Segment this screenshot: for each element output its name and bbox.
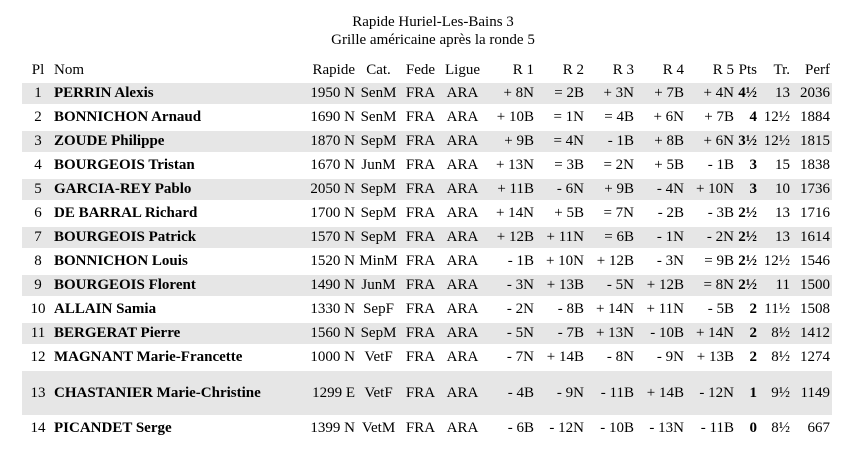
cell-fede: FRA [405, 109, 436, 125]
cell-ligue: ARA [446, 349, 479, 365]
cell-ligue: ARA [446, 157, 479, 173]
cell-r3: + 9B [584, 179, 634, 200]
cell-fede: FRA [405, 420, 436, 436]
standings-body [22, 83, 832, 439]
cell-perf: 1736 [790, 179, 832, 200]
cell-r2: - 12N [549, 420, 584, 436]
cell-r5: - 5B [707, 301, 734, 317]
cell-pts: 2 [734, 323, 757, 344]
header-nom: Nom [54, 61, 84, 78]
cell-r5: + 4N [684, 83, 734, 104]
cell-pl: 11 [22, 323, 54, 344]
cell-r3: = 4B [604, 109, 634, 125]
cell-fede: FRA [400, 275, 441, 296]
cell-r4: - 9N [656, 349, 684, 365]
header-cat: Cat. [366, 61, 391, 78]
cell-nom: DE BARRAL Richard [54, 205, 198, 221]
header-fede: Fede [405, 61, 436, 78]
cell-perf: 1508 [800, 301, 830, 317]
cell-fede: FRA [405, 349, 436, 365]
cell-tr: 9½ [757, 371, 790, 415]
cell-perf: 1614 [790, 227, 832, 248]
cell-tr: 12½ [757, 131, 790, 152]
cell-r1: - 7N [506, 349, 534, 365]
cell-rapide: 1700 N [310, 205, 355, 221]
header-pl: Pl [31, 61, 45, 78]
cell-r2: - 6N [534, 179, 584, 200]
cell-r5: = 9B [704, 253, 734, 269]
cell-r2: + 13B [534, 275, 584, 296]
cell-r3: - 11B [584, 371, 634, 415]
cell-r1: + 14N [495, 205, 534, 221]
cell-r3: = 7N [603, 205, 634, 221]
cell-ligue: ARA [441, 323, 484, 344]
cell-pts: 3 [749, 157, 757, 173]
cell-fede: FRA [405, 253, 436, 269]
cell-pl: 10 [30, 301, 46, 317]
table-row [22, 323, 832, 344]
cell-fede: FRA [400, 323, 441, 344]
header-r2: R 2 [562, 61, 584, 78]
cell-ligue: ARA [446, 253, 479, 269]
cell-rapide: 1330 N [310, 301, 355, 317]
cell-r1: - 1B [507, 253, 534, 269]
cell-cat: VetF [357, 371, 400, 415]
cell-r5: + 13B [696, 349, 734, 365]
cell-perf: 1412 [790, 323, 832, 344]
cell-r3: = 2N [603, 157, 634, 173]
cell-nom: BOURGEOIS Tristan [54, 157, 195, 173]
cell-r3: - 8N [606, 349, 634, 365]
tournament-title: Rapide Huriel-Les-Bains 3 [352, 14, 514, 30]
cell-r4: + 7B [634, 83, 684, 104]
table-row [22, 347, 832, 368]
cell-cat: SenM [357, 83, 400, 104]
cell-r4: + 5B [654, 157, 684, 173]
cell-pts: 0 [749, 420, 757, 436]
cell-rapide: 1520 N [310, 253, 355, 269]
cell-ligue: ARA [441, 227, 484, 248]
cell-ligue: ARA [446, 420, 479, 436]
cell-r5: + 10N [684, 179, 734, 200]
cell-cat: MinM [359, 253, 398, 269]
cell-r1: - 2N [506, 301, 534, 317]
cell-r4: + 12B [634, 275, 684, 296]
table-row [22, 203, 832, 224]
header-rapide: Rapide [312, 61, 355, 78]
cell-pts: 2½ [738, 253, 757, 269]
cell-r1: - 3N [484, 275, 534, 296]
cell-perf: 1274 [800, 349, 830, 365]
cell-r4: + 8B [634, 131, 684, 152]
cell-r5: - 1B [707, 157, 734, 173]
cell-pl: 6 [34, 205, 42, 221]
cell-ligue: ARA [446, 301, 479, 317]
cell-r4: + 14B [634, 371, 684, 415]
cell-cat: VetF [364, 349, 393, 365]
cell-pts: 3 [734, 179, 757, 200]
cell-cat: SepM [357, 179, 400, 200]
cell-pl: 7 [22, 227, 54, 248]
cell-fede: FRA [400, 179, 441, 200]
cell-pts: 2 [749, 349, 757, 365]
cell-fede: FRA [405, 301, 436, 317]
cell-tr: 13 [757, 227, 790, 248]
cell-pl: 12 [30, 349, 46, 365]
cell-r2: + 5B [554, 205, 584, 221]
cell-r2: - 8B [557, 301, 584, 317]
cell-r3: - 10B [600, 420, 634, 436]
cell-r4: - 4N [634, 179, 684, 200]
cell-pl: 9 [22, 275, 54, 296]
cell-pts: 2½ [734, 275, 757, 296]
cell-ligue: ARA [446, 205, 479, 221]
cell-r5: - 3B [707, 205, 734, 221]
cell-nom: GARCIA-REY Pablo [54, 179, 296, 200]
cell-pts: 2½ [738, 205, 757, 221]
cell-rapide: 1570 N [296, 227, 357, 248]
cell-r2: = 1N [553, 109, 584, 125]
table-row [22, 275, 832, 296]
cell-r2: + 11N [534, 227, 584, 248]
cell-r2: = 4N [534, 131, 584, 152]
cell-tr: 12½ [763, 109, 790, 125]
cell-r4: + 11N [646, 301, 684, 317]
cell-tr: 10 [757, 179, 790, 200]
cell-r1: + 12B [484, 227, 534, 248]
cell-pl: 2 [34, 109, 42, 125]
cell-rapide: 1950 N [296, 83, 357, 104]
table-row [22, 371, 832, 415]
cell-perf: 1149 [790, 371, 832, 415]
cell-pts: 1 [734, 371, 757, 415]
standings-table [22, 57, 832, 442]
cell-r4: - 10B [634, 323, 684, 344]
cell-r1: + 11B [484, 179, 534, 200]
cell-perf: 1546 [800, 253, 830, 269]
header-tr: Tr. [773, 61, 790, 78]
cell-cat: JunM [361, 157, 396, 173]
cell-tr: 8½ [771, 349, 790, 365]
table-row [22, 179, 832, 200]
cell-fede: FRA [400, 131, 441, 152]
cell-r3: - 1B [584, 131, 634, 152]
header-r1: R 1 [512, 61, 534, 78]
cell-pl: 8 [34, 253, 42, 269]
cell-r5: - 11B [700, 420, 734, 436]
cell-fede: FRA [400, 83, 441, 104]
cell-r2: = 3B [554, 157, 584, 173]
cell-tr: 13 [775, 205, 790, 221]
cell-rapide: 1399 N [310, 420, 355, 436]
cell-pl: 3 [22, 131, 54, 152]
cell-perf: 1500 [790, 275, 832, 296]
cell-perf: 1884 [800, 109, 830, 125]
cell-rapide: 1299 E [296, 371, 357, 415]
cell-rapide: 1870 N [296, 131, 357, 152]
cell-r5: = 8N [684, 275, 734, 296]
cell-r2: - 7B [534, 323, 584, 344]
cell-nom: BOURGEOIS Patrick [54, 227, 296, 248]
cell-fede: FRA [405, 157, 436, 173]
cell-nom: MAGNANT Marie-Francette [54, 349, 243, 365]
table-row [22, 227, 832, 248]
cell-tr: 13 [757, 83, 790, 104]
cell-cat: JunM [357, 275, 400, 296]
cell-fede: FRA [400, 371, 441, 415]
cell-r3: = 6B [584, 227, 634, 248]
grid-subtitle: Grille américaine après la ronde 5 [331, 32, 535, 48]
cell-r4: - 3N [656, 253, 684, 269]
cell-pts: 2½ [734, 227, 757, 248]
cell-pl: 13 [22, 371, 54, 415]
cell-r5: - 12N [684, 371, 734, 415]
cell-nom: ZOUDE Philippe [54, 131, 296, 152]
cell-rapide: 1000 N [310, 349, 355, 365]
table-row [22, 131, 832, 152]
cell-ligue: ARA [446, 109, 479, 125]
cell-nom: CHASTANIER Marie-Christine [54, 371, 296, 415]
cell-r2: + 14B [546, 349, 584, 365]
cell-r4: + 6N [653, 109, 684, 125]
cell-r3: + 12B [596, 253, 634, 269]
cell-r1: + 10B [496, 109, 534, 125]
table-row [22, 107, 832, 128]
cell-rapide: 1560 N [296, 323, 357, 344]
table-row [22, 418, 832, 439]
cell-ligue: ARA [441, 275, 484, 296]
header-perf: Perf [805, 61, 830, 78]
cell-r2: = 2B [534, 83, 584, 104]
cell-nom: BONNICHON Arnaud [54, 109, 202, 125]
cell-nom: PICANDET Serge [54, 420, 172, 436]
cell-r1: - 5N [484, 323, 534, 344]
cell-r1: + 8N [484, 83, 534, 104]
cell-nom: BOURGEOIS Florent [54, 275, 296, 296]
cell-cat: VetM [361, 420, 396, 436]
cell-r4: - 13N [649, 420, 684, 436]
cell-tr: 8½ [757, 323, 790, 344]
cell-cat: SepF [363, 301, 394, 317]
table-row [22, 83, 832, 104]
cell-r4: - 1N [634, 227, 684, 248]
cell-r3: + 13N [584, 323, 634, 344]
cell-cat: SepM [360, 205, 397, 221]
cell-nom: BONNICHON Louis [54, 253, 188, 269]
header-pts: Pts [738, 61, 757, 78]
cell-pts: 4½ [734, 83, 757, 104]
cell-tr: 15 [775, 157, 790, 173]
cell-pts: 3½ [734, 131, 757, 152]
table-row [22, 155, 832, 176]
cell-pl: 5 [22, 179, 54, 200]
cell-pl: 14 [30, 420, 46, 436]
cell-ligue: ARA [441, 83, 484, 104]
cell-fede: FRA [400, 227, 441, 248]
cell-nom: PERRIN Alexis [54, 83, 296, 104]
cell-tr: 11½ [764, 301, 790, 317]
cell-nom: BERGERAT Pierre [54, 323, 296, 344]
cell-cat: SepM [357, 227, 400, 248]
cell-pts: 4 [749, 109, 757, 125]
header-row [22, 60, 832, 80]
cell-r2: - 9N [534, 371, 584, 415]
cell-tr: 11 [757, 275, 790, 296]
cell-r5: - 2N [684, 227, 734, 248]
cell-ligue: ARA [441, 131, 484, 152]
header-r3: R 3 [612, 61, 634, 78]
cell-r5: + 6N [684, 131, 734, 152]
cell-r1: + 13N [495, 157, 534, 173]
cell-cat: SenM [360, 109, 397, 125]
cell-r3: + 14N [595, 301, 634, 317]
cell-rapide: 1690 N [310, 109, 355, 125]
cell-r3: + 3N [584, 83, 634, 104]
cell-r5: + 14N [684, 323, 734, 344]
cell-perf: 1838 [800, 157, 830, 173]
cell-rapide: 1670 N [310, 157, 355, 173]
cell-r1: - 4B [484, 371, 534, 415]
cell-perf: 1815 [790, 131, 832, 152]
cell-r1: + 9B [484, 131, 534, 152]
cell-r1: - 6B [507, 420, 534, 436]
cell-r5: + 7B [704, 109, 734, 125]
cell-tr: 8½ [771, 420, 790, 436]
cell-tr: 12½ [763, 253, 790, 269]
cell-perf: 667 [807, 420, 830, 436]
cell-perf: 2036 [790, 83, 832, 104]
cell-cat: SepM [357, 131, 400, 152]
cell-pts: 2 [749, 301, 757, 317]
cell-ligue: ARA [441, 179, 484, 200]
table-row [22, 299, 832, 320]
cell-pl: 1 [22, 83, 54, 104]
cell-r4: - 2B [657, 205, 684, 221]
cell-rapide: 1490 N [296, 275, 357, 296]
cell-perf: 1716 [800, 205, 830, 221]
table-row [22, 251, 832, 272]
cell-fede: FRA [405, 205, 436, 221]
cell-cat: SepM [357, 323, 400, 344]
cell-nom: ALLAIN Samia [54, 301, 157, 317]
header-r4: R 4 [662, 61, 684, 78]
cell-rapide: 2050 N [296, 179, 357, 200]
cell-r3: - 5N [584, 275, 634, 296]
header-ligue: Ligue [445, 61, 480, 78]
cell-r2: + 10N [545, 253, 584, 269]
header-r5: R 5 [712, 61, 734, 78]
cell-ligue: ARA [441, 371, 484, 415]
cell-pl: 4 [34, 157, 42, 173]
